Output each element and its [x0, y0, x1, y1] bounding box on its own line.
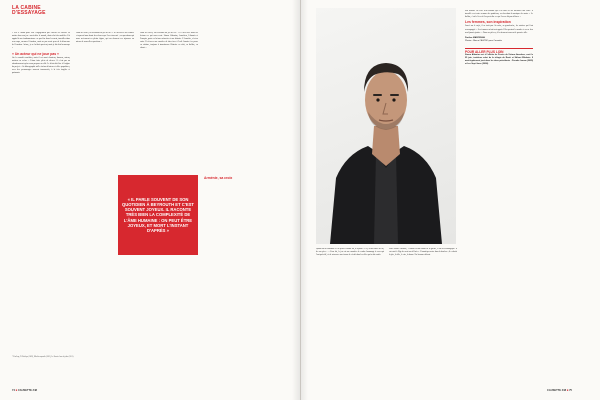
column-under-photo-2 [389, 248, 457, 388]
column-3-top [140, 32, 198, 172]
column-under-photo-1 [316, 248, 384, 388]
body-paragraph: Dans ses livres, on reconnaît un jeu de lui : « Il a des avec dans ses lectures ce qui nous reste. Simon Abkarian, Arménien, Libanais et Français, porte en lui une mémoire et une histoire. L'Arménie, c'est sa croix. Il vit avec une manière de faire face à l'exil. Jamais à se poser en victime, toujours à transformer l'histoire en récit, en théâtre, en chant. » [140, 32, 198, 50]
body-paragraph: Dans ses livres, on reconnaît un jeu de lui : « Il a des avec ses lectures et reprend sans doute des choses que l'on a traversé ; ces questions qui nous reviennent en pleine figure, qui me donnent ces réponses ou mieux de nouvelles questions. » [76, 32, 134, 44]
body-paragraph: Pour Ariane Ascaride, « Simon est un enfant de la guerre, il est très nostalgique. Il est entré à l'âge de neuf ans à Paris ». Il aurait pu rester dans la douleur ; il a choisi la joie, la fête, le rire, la danse. Un homme debout. [389, 248, 457, 257]
column-1 [12, 32, 70, 352]
portrait-illustration [316, 8, 456, 244]
body-paragraph: Son histoire est celle d'un homme qui a su faire de ses blessures une force. Il travaille ses textes comme des partitions, en cherchant la musique des mots. « Le théâtre, c'est le lieu où l'on peut dire ce que l'on ne dit pas ailleurs. » [465, 10, 533, 19]
body-paragraph: Lancé sur le sujet, il ne tarit pas. Sa mère, sa grand-mère, les actrices qui l'ont accompagné. « Les femmes m'ont tout appris. Elles portent le monde et on ne leur rend jamais justice. » Dans ses pièces, elles tiennent souvent le premier rôle. [465, 25, 533, 34]
pull-quote: « IL PARLE SOUVENT DE SON QUOTIDIEN À BEYROUTH ET C'EST SOUVENT JOYEUX. IL RACONTE TRÈS BIEN LA COMPLEXITÉ DE L'ÂME HUMAINE : ON PEUT ÊTRE JOYEUX, ET MORT L'INSTANT D'APRÈS » [118, 175, 198, 255]
body-paragraph: Quand on lui demande s'il se pense comme lui, il répond : « Il y a des traces de lui, de son père… » Pour lui, le jeu est une manière de rendre hommage à ceux qui l'ont précédé, et de retrouver une forme de vérité dans les rôles qu'on lui confie. [316, 248, 384, 257]
right-page [300, 0, 600, 400]
right-column [465, 10, 533, 340]
author-name: Pauline MARCEUAU [465, 36, 486, 39]
byline [465, 37, 533, 43]
section-title-armenie: Arménie, sa croix [204, 176, 233, 181]
further-reading-title: POUR ALLER PLUS LOIN [465, 48, 533, 55]
column-3-bottom [204, 175, 262, 350]
magazine-issue: CAUSETTE #48 [547, 389, 567, 392]
magazine-issue: CAUSETTE #48 [17, 389, 37, 392]
page-number: 75 [569, 389, 572, 392]
section-rubric [12, 6, 46, 17]
right-folio: CAUSETTE #48 ■ 75 [547, 389, 572, 392]
rubric-line-2: D'ESSAYAGE [12, 10, 46, 17]
column-2-top [76, 32, 134, 172]
intro-paragraph: « Elle a l'habit pour voir l'engagement que l'acteur ou l'actrice va mettre dans son jeu : savoir dire le monde, dont celui des modèles. J'ai appris là aux fondamentaux : ne pas être dans les mots, travailler dans son corps, mesurer l'émotion, mais ne pas avoir peur de la démesure de l'émotion. Ariane, je ne lui dois pas tout, mais je lui dois beaucoup. » [12, 32, 70, 50]
section-title-femmes: Les femmes, son inspiration [465, 20, 511, 25]
left-folio: 74 ■ CAUSETTE #48 [12, 389, 37, 392]
page-number: 74 [12, 389, 15, 392]
footnote: * Pénélope, Ô Pénélope (2009), Ménélas rapsodie (2012), Le Dernier Jour du jeûne (2015). [12, 356, 74, 358]
rubric-line-1: LA CABINE [12, 5, 41, 11]
section-title-acteur: « Un acteur qui ne joue pas » [12, 51, 59, 56]
body-paragraph: On le connaît comédien, mais il est aussi chanteur, danseur, auteur, metteur en scène. « J'aime faire plein de choses. Ce n'est pas un aboutissement qu'on nous propose un rôle. Le désir doit être à l'origine du projet. » Sa filmographie mêle cinéma d'auteur et rôles populaires, avec des personnages souvent tourmentés, à la fois fragiles et puissants. [12, 56, 70, 75]
further-reading-text: Simon Abkarian est à l'affiche du Procès de Viviane Amsalem, sorti le 25 juin, troisième volet de la trilogie de Ronit et Shlomi Elkabetz. Il avait également joué dans les deux précédents : Prendre femme (2005) et Les Sept Jours (2008). [465, 54, 533, 65]
photo-credit: Photos : Marco CASTRO pour Causette [465, 39, 502, 42]
portrait-photo [316, 8, 456, 244]
